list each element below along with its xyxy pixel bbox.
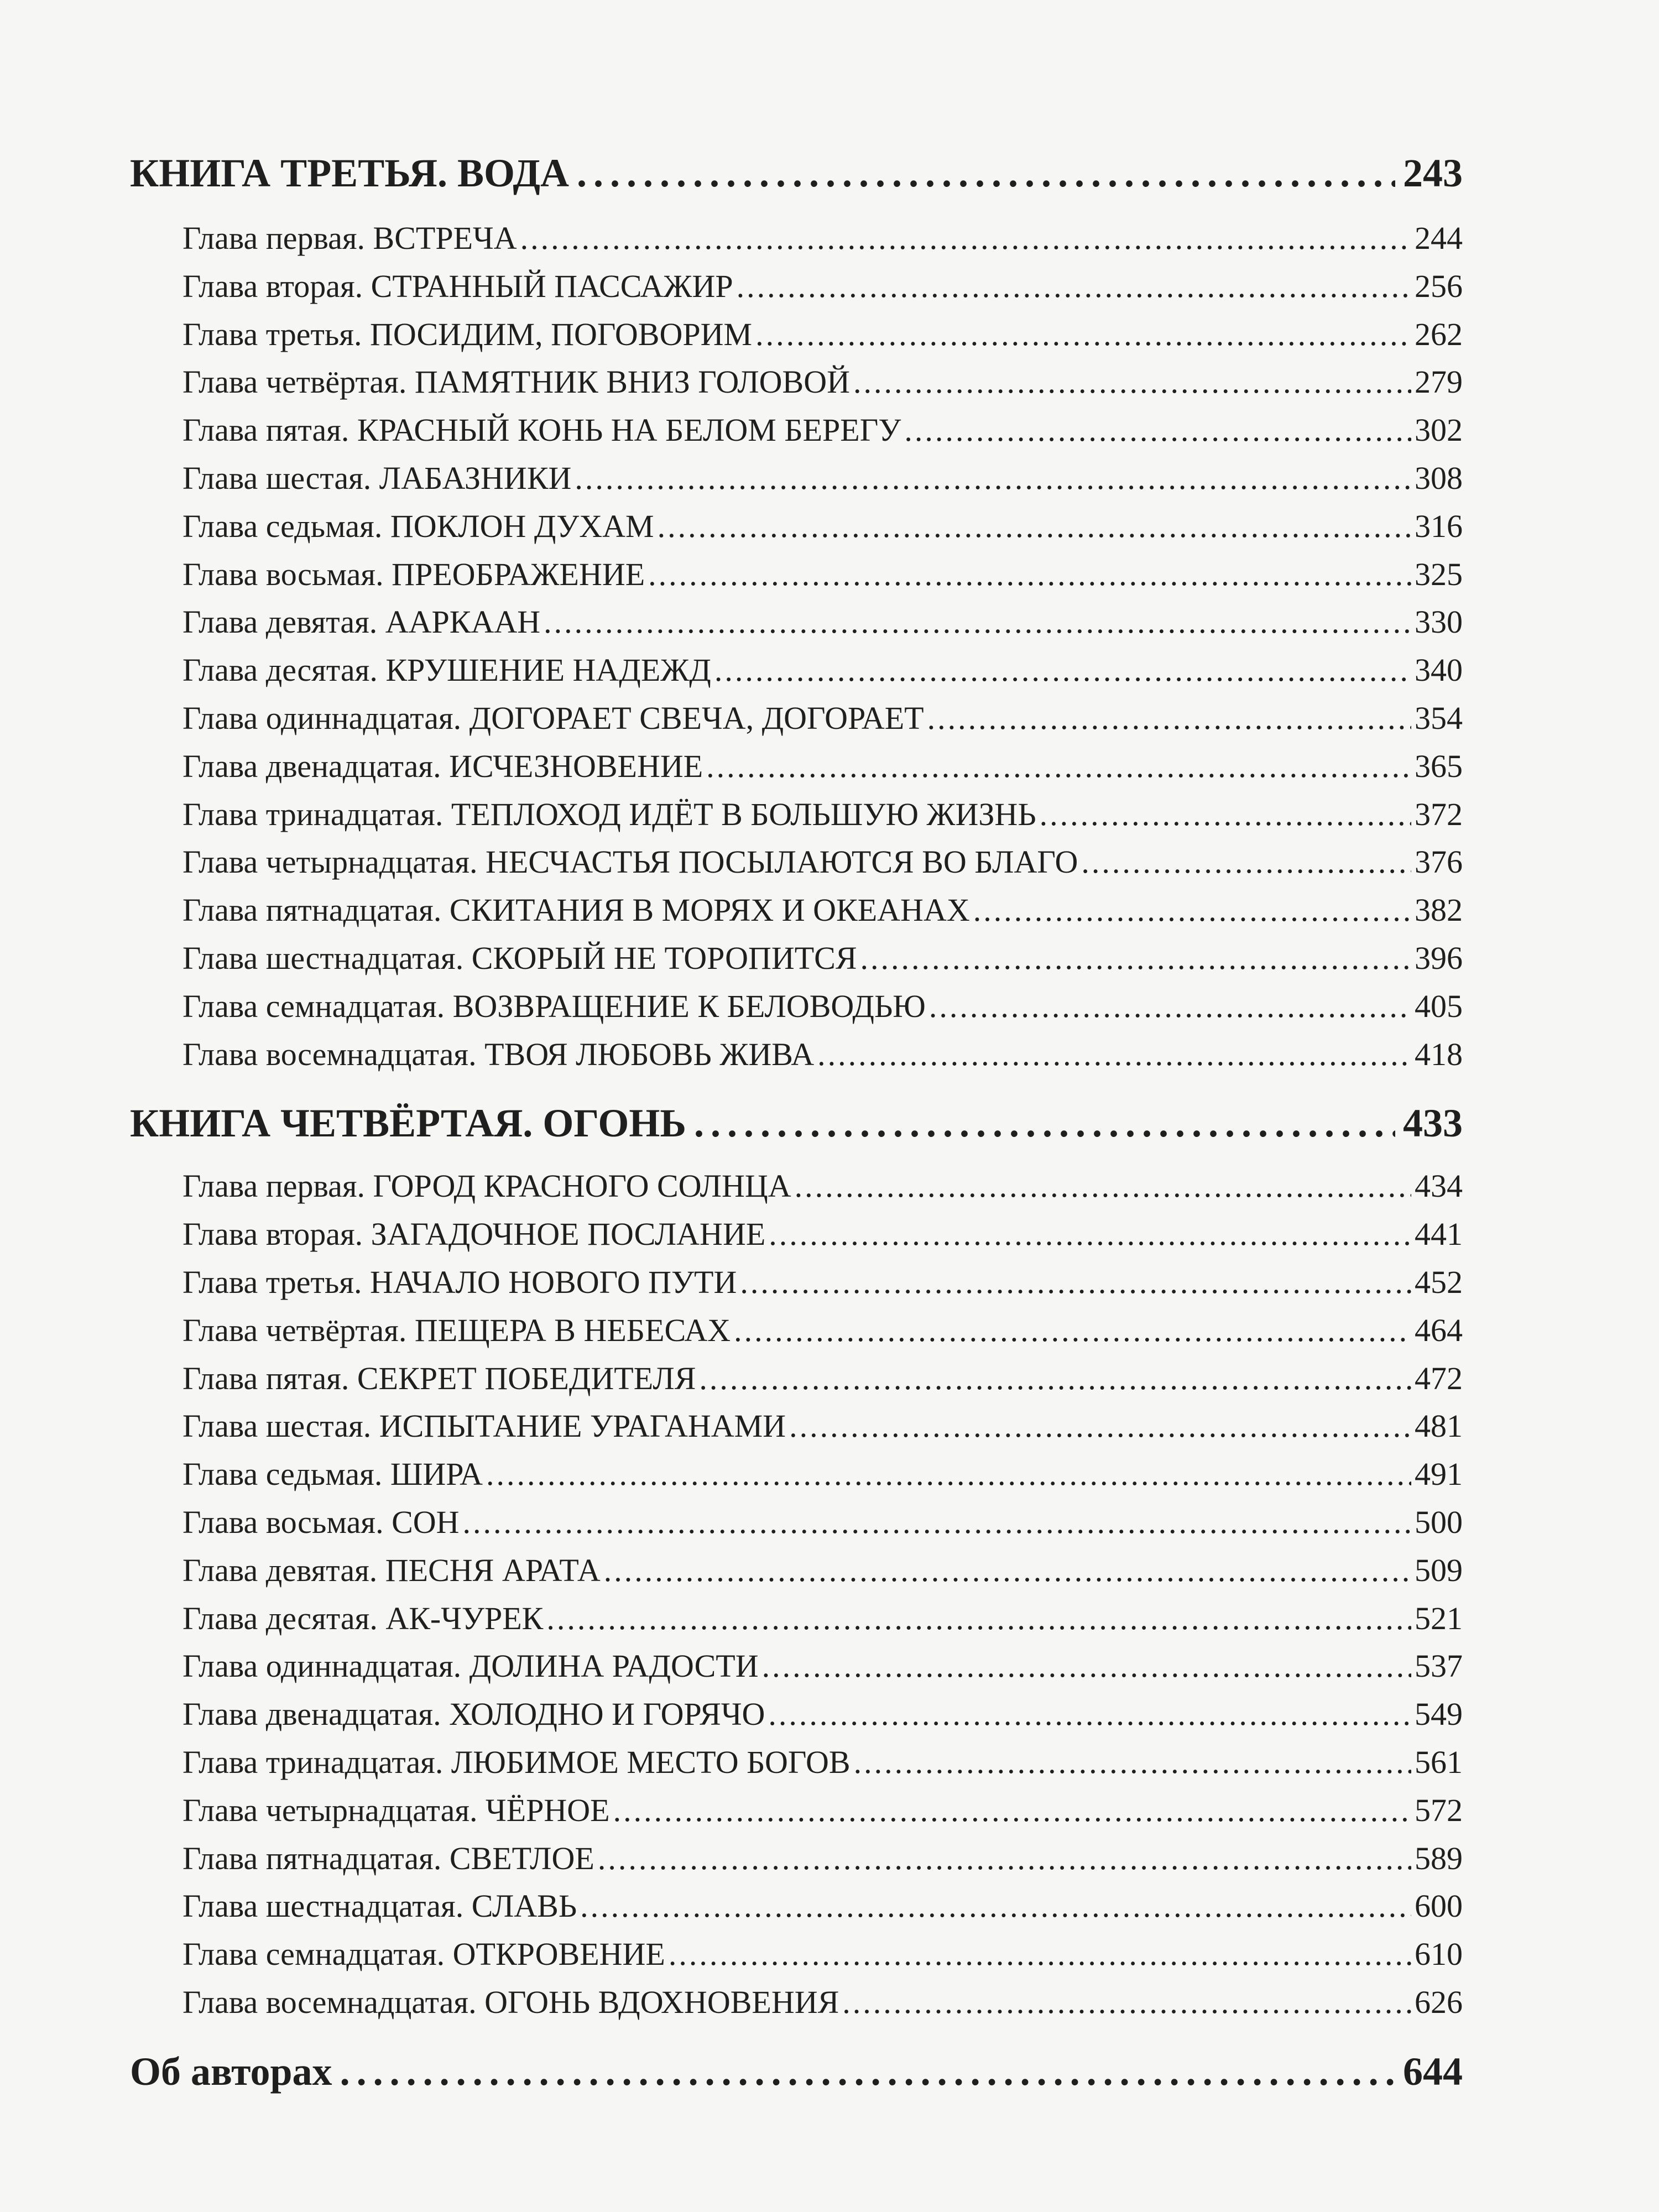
toc-chapter-row [182, 1691, 1463, 1739]
page-number: 572 [1415, 1792, 1463, 1828]
chapter-title: Глава семнадцатая. ВОЗВРАЩЕНИЕ К БЕЛОВОДЬЮ [182, 988, 926, 1024]
chapter-title: Глава двенадцатая. ХОЛОДНО И ГОРЯЧО [182, 1696, 765, 1733]
page-number: 600 [1415, 1888, 1463, 1924]
dot-leader [904, 406, 1411, 455]
toc-book-four-heading [130, 1099, 1463, 1147]
page-number: 509 [1415, 1552, 1463, 1588]
dot-leader [699, 1355, 1411, 1403]
dot-leader [795, 1162, 1411, 1211]
dot-leader [762, 1642, 1411, 1691]
dot-leader [789, 1402, 1411, 1451]
page-number: 434 [1415, 1168, 1463, 1204]
page-number: 644 [1403, 2049, 1463, 2094]
page-number: 561 [1415, 1744, 1463, 1780]
page-number: 330 [1415, 604, 1463, 640]
toc-chapter-row [182, 1547, 1463, 1595]
dot-leader [546, 1595, 1411, 1643]
chapter-title: Глава вторая. ЗАГАДОЧНОЕ ПОСЛАНИЕ [182, 1216, 766, 1253]
toc-chapter-row [182, 1355, 1463, 1403]
dot-leader [463, 1499, 1411, 1547]
dot-leader [580, 1882, 1411, 1931]
toc-chapter-row [182, 1595, 1463, 1643]
page-number: 589 [1415, 1840, 1463, 1876]
toc-chapter-row [182, 743, 1463, 791]
chapter-title: Глава первая. ВСТРЕЧА [182, 220, 517, 256]
chapter-title: Глава десятая. АК-ЧУРЕК [182, 1600, 544, 1636]
toc-authors-heading [130, 2048, 1463, 2095]
toc-book-three-heading [130, 149, 1463, 197]
chapter-title: Глава восьмая. ПРЕОБРАЖЕНИЕ [182, 556, 645, 592]
dot-leader [860, 935, 1411, 983]
chapter-title: Глава десятая. КРУШЕНИЕ НАДЕЖД [182, 652, 711, 688]
chapter-title: Глава двенадцатая. ИСЧЕЗНОВЕНИЕ [182, 748, 703, 784]
chapter-title: Глава шестая. ЛАБАЗНИКИ [182, 460, 572, 496]
page-number: 481 [1415, 1408, 1463, 1444]
toc-chapter-row [182, 215, 1463, 263]
toc-chapter-row [182, 1739, 1463, 1787]
chapter-title: Глава шестнадцатая. СЛАВЬ [182, 1888, 577, 1924]
page-number: 472 [1415, 1360, 1463, 1396]
toc-chapter-row [182, 983, 1463, 1031]
dot-leader [755, 311, 1411, 359]
dot-leader [598, 1835, 1411, 1883]
dot-leader [669, 1931, 1411, 1979]
page-number: 452 [1415, 1264, 1463, 1300]
chapter-title: Глава четырнадцатая. НЕСЧАСТЬЯ ПОСЫЛАЮТСЯ ВО БЛАГО [182, 844, 1078, 880]
book-four-chapter-list [182, 1162, 1463, 2026]
chapter-title: Глава восемнадцатая. ТВОЯ ЛЮБОВЬ ЖИВА [182, 1036, 815, 1072]
dot-leader [613, 1787, 1411, 1835]
page-number: 418 [1415, 1036, 1463, 1072]
chapter-title: Глава шестая. ИСПЫТАНИЕ УРАГАНАМИ [182, 1408, 786, 1444]
page-number: 441 [1415, 1216, 1463, 1253]
toc-chapter-row [182, 1451, 1463, 1499]
dot-leader [604, 1547, 1411, 1595]
page-number: 382 [1415, 892, 1463, 928]
dot-leader [520, 215, 1411, 263]
chapter-title: Глава девятая. ПЕСНЯ АРАТА [182, 1552, 601, 1588]
chapter-title: Глава вторая. СТРАННЫЙ ПАССАЖИР [182, 268, 733, 304]
dot-leader [577, 149, 1395, 197]
dot-leader [544, 598, 1411, 646]
dot-leader [575, 455, 1411, 503]
toc-chapter-row [182, 695, 1463, 743]
toc-chapter-row [182, 1307, 1463, 1355]
toc-chapter-row [182, 358, 1463, 406]
toc-chapter-row [182, 1882, 1463, 1931]
chapter-title: Глава седьмая. ШИРА [182, 1456, 483, 1493]
toc-chapter-row [182, 1931, 1463, 1979]
dot-leader [769, 1211, 1411, 1259]
chapter-title: Глава третья. НАЧАЛО НОВОГО ПУТИ [182, 1264, 737, 1300]
toc-chapter-row [182, 791, 1463, 839]
dot-leader [768, 1691, 1411, 1739]
toc-chapter-row [182, 935, 1463, 983]
toc-chapter-row [182, 311, 1463, 359]
page-number: 279 [1415, 364, 1463, 400]
dot-leader [734, 1307, 1411, 1355]
dot-leader [340, 2048, 1395, 2095]
page-number: 316 [1415, 508, 1463, 544]
book-title: КНИГА ЧЕТВЁРТАЯ. ОГОНЬ [130, 1101, 687, 1146]
chapter-title: Глава одиннадцатая. ДОГОРАЕТ СВЕЧА, ДОГОРАЕТ [182, 700, 924, 736]
page-number: 354 [1415, 700, 1463, 736]
chapter-title: Глава пятая. СЕКРЕТ ПОБЕДИТЕЛЯ [182, 1360, 696, 1396]
toc-chapter-row [182, 1162, 1463, 1211]
toc-chapter-row [182, 646, 1463, 695]
toc-chapter-row [182, 886, 1463, 935]
toc-chapter-row [182, 1787, 1463, 1835]
chapter-title: Глава первая. ГОРОД КРАСНОГО СОЛНЦА [182, 1168, 791, 1204]
page-number: 262 [1415, 316, 1463, 352]
page-number: 491 [1415, 1456, 1463, 1493]
page-number: 365 [1415, 748, 1463, 784]
dot-leader [817, 1031, 1411, 1079]
toc-chapter-row [182, 1499, 1463, 1547]
page-number: 302 [1415, 412, 1463, 448]
dot-leader [740, 1259, 1411, 1307]
chapter-title: Глава седьмая. ПОКЛОН ДУХАМ [182, 508, 654, 544]
dot-leader [706, 743, 1411, 791]
page-number: 610 [1415, 1936, 1463, 1973]
chapter-title: Глава третья. ПОСИДИМ, ПОГОВОРИМ [182, 316, 753, 352]
authors-title: Об авторах [130, 2049, 332, 2094]
dot-leader [714, 646, 1411, 695]
table-of-contents [130, 149, 1463, 2095]
toc-chapter-row [182, 503, 1463, 551]
dot-leader [842, 1979, 1411, 2027]
page-number: 372 [1415, 796, 1463, 832]
book-title: КНИГА ТРЕТЬЯ. ВОДА [130, 151, 569, 195]
dot-leader [853, 358, 1411, 406]
dot-leader [854, 1739, 1411, 1787]
toc-chapter-row [182, 455, 1463, 503]
dot-leader [1081, 838, 1411, 886]
page-number: 244 [1415, 220, 1463, 256]
toc-chapter-row [182, 1259, 1463, 1307]
dot-leader [694, 1099, 1395, 1147]
toc-chapter-row [182, 1402, 1463, 1451]
page-number: 308 [1415, 460, 1463, 496]
page-number: 256 [1415, 268, 1463, 304]
page-number: 500 [1415, 1504, 1463, 1540]
chapter-title: Глава одиннадцатая. ДОЛИНА РАДОСТИ [182, 1648, 759, 1684]
chapter-title: Глава пятая. КРАСНЫЙ КОНЬ НА БЕЛОМ БЕРЕГУ [182, 412, 901, 448]
toc-chapter-row [182, 598, 1463, 646]
dot-leader [658, 503, 1411, 551]
toc-chapter-row [182, 551, 1463, 599]
page-number: 433 [1403, 1101, 1463, 1146]
page-number: 340 [1415, 652, 1463, 688]
chapter-title: Глава четырнадцатая. ЧЁРНОЕ [182, 1792, 610, 1828]
toc-chapter-row [182, 406, 1463, 455]
page-number: 537 [1415, 1648, 1463, 1684]
dot-leader [486, 1451, 1411, 1499]
chapter-title: Глава шестнадцатая. СКОРЫЙ НЕ ТОРОПИТСЯ [182, 940, 857, 976]
toc-chapter-row [182, 838, 1463, 886]
page-number: 626 [1415, 1984, 1463, 2020]
chapter-title: Глава семнадцатая. ОТКРОВЕНИЕ [182, 1936, 665, 1973]
chapter-title: Глава восьмая. СОН [182, 1504, 460, 1540]
chapter-title: Глава тринадцатая. ЛЮБИМОЕ МЕСТО БОГОВ [182, 1744, 851, 1780]
chapter-title: Глава пятнадцатая. СВЕТЛОЕ [182, 1840, 594, 1876]
book-three-chapter-list [182, 215, 1463, 1078]
toc-chapter-row [182, 1031, 1463, 1079]
chapter-title: Глава четвёртая. ПЕЩЕРА В НЕБЕСАХ [182, 1312, 731, 1348]
page-number: 464 [1415, 1312, 1463, 1348]
chapter-title: Глава восемнадцатая. ОГОНЬ ВДОХНОВЕНИЯ [182, 1984, 839, 2020]
chapter-title: Глава четвёртая. ПАМЯТНИК ВНИЗ ГОЛОВОЙ [182, 364, 851, 400]
chapter-title: Глава девятая. ААРКААН [182, 604, 541, 640]
page-number: 405 [1415, 988, 1463, 1024]
toc-chapter-row [182, 1979, 1463, 2027]
dot-leader [927, 695, 1411, 743]
dot-leader [973, 886, 1411, 935]
dot-leader [648, 551, 1411, 599]
page-number: 521 [1415, 1600, 1463, 1636]
toc-chapter-row [182, 1211, 1463, 1259]
toc-chapter-row [182, 263, 1463, 311]
chapter-title: Глава пятнадцатая. СКИТАНИЯ В МОРЯХ И ОКЕАНАХ [182, 892, 970, 928]
toc-chapter-row [182, 1642, 1463, 1691]
page-number: 325 [1415, 556, 1463, 592]
dot-leader [737, 263, 1411, 311]
page-number: 243 [1403, 151, 1463, 195]
dot-leader [929, 983, 1411, 1031]
page-number: 396 [1415, 940, 1463, 976]
page-number: 549 [1415, 1696, 1463, 1733]
toc-chapter-row [182, 1835, 1463, 1883]
dot-leader [1040, 791, 1411, 839]
chapter-title: Глава тринадцатая. ТЕПЛОХОД ИДЁТ В БОЛЬШУЮ ЖИЗНЬ [182, 796, 1036, 832]
page-number: 376 [1415, 844, 1463, 880]
